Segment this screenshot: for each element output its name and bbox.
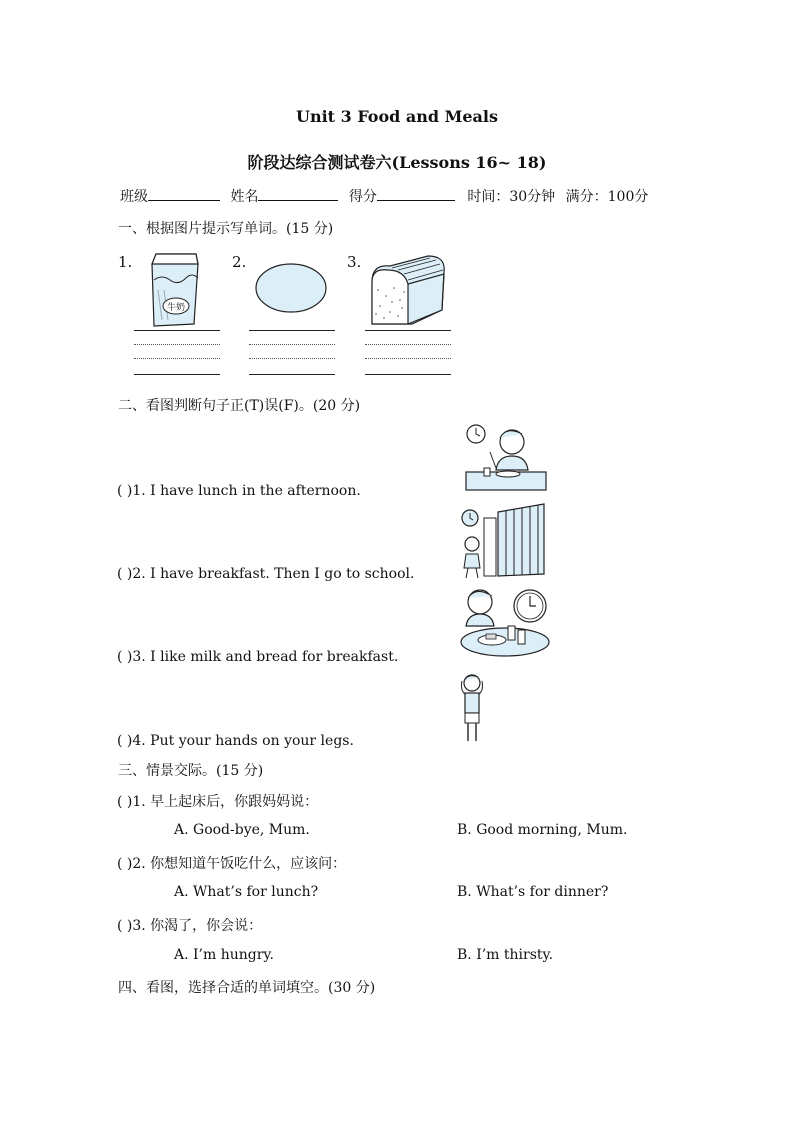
- boy-breakfast-icon: [458, 586, 552, 660]
- s3-item2-question: ( )2. 你想知道午饭吃什么，应该问：: [117, 856, 347, 872]
- s2-item1-text: ( )1. I have lunch in the afternoon.: [117, 483, 361, 499]
- s3-item3-option-a: A. I’m hungry.: [174, 947, 274, 963]
- page-subtitle: 阶段达综合测试卷六(Lessons 16~ 18): [247, 153, 547, 172]
- bread-icon: [368, 252, 448, 328]
- section3-heading: 三、情景交际。(15 分): [118, 763, 264, 779]
- class-label: 班级: [120, 189, 148, 205]
- s3-item3-question: ( )3. 你渴了，你会说：: [117, 918, 263, 934]
- s1-item1-number: 1.: [118, 253, 133, 271]
- score-label: 得分: [348, 189, 377, 205]
- s3-item3-option-b: B. I’m thirsty.: [457, 947, 554, 963]
- s3-item1-question: ( )1. 早上起床后，你跟妈妈说：: [117, 794, 319, 810]
- s1-item3-writing-lines[interactable]: [365, 330, 451, 376]
- s1-item1-writing-lines[interactable]: [134, 330, 220, 376]
- s2-item2-text: ( )2. I have breakfast. Then I go to school.: [117, 566, 415, 582]
- section1-heading: 一、根据图片提示写单词。(15 分): [118, 221, 334, 237]
- s2-item4-text: ( )4. Put your hands on your legs.: [117, 733, 354, 749]
- s3-item1-option-b: B. Good morning, Mum.: [457, 822, 628, 838]
- milk-bag-icon: [148, 250, 204, 328]
- page-title: Unit 3 Food and Meals: [295, 107, 498, 126]
- section4-heading: 四、看图，选择合适的单词填空。(30 分): [118, 980, 376, 996]
- s1-item3-number: 3.: [347, 253, 362, 271]
- boy-hands-head-icon: [458, 671, 486, 745]
- boy-eating-icon: [462, 422, 548, 494]
- s2-item3-text: ( )3. I like milk and bread for breakfast.: [117, 649, 399, 665]
- egg-icon: [254, 262, 328, 314]
- full-score-label: 满分：100分: [565, 189, 649, 205]
- name-label: 姓名: [230, 189, 259, 205]
- s3-item2-option-b: B. What’s for dinner?: [457, 884, 609, 900]
- s3-item1-option-a: A. Good-bye, Mum.: [174, 822, 310, 838]
- s3-item2-option-a: A. What’s for lunch?: [174, 884, 319, 900]
- section2-heading: 二、看图判断句子正(T)误(F)。(20 分): [118, 398, 361, 414]
- info-line: [120, 186, 648, 206]
- milk-label: 牛奶: [166, 303, 186, 313]
- class-blank[interactable]: [148, 187, 220, 201]
- s1-item2-writing-lines[interactable]: [249, 330, 335, 376]
- time-label: 时间：30分钟: [467, 189, 556, 205]
- girl-school-gate-icon: [458, 502, 548, 580]
- s1-item2-number: 2.: [232, 253, 247, 271]
- score-blank[interactable]: [377, 187, 455, 201]
- name-blank[interactable]: [258, 187, 338, 201]
